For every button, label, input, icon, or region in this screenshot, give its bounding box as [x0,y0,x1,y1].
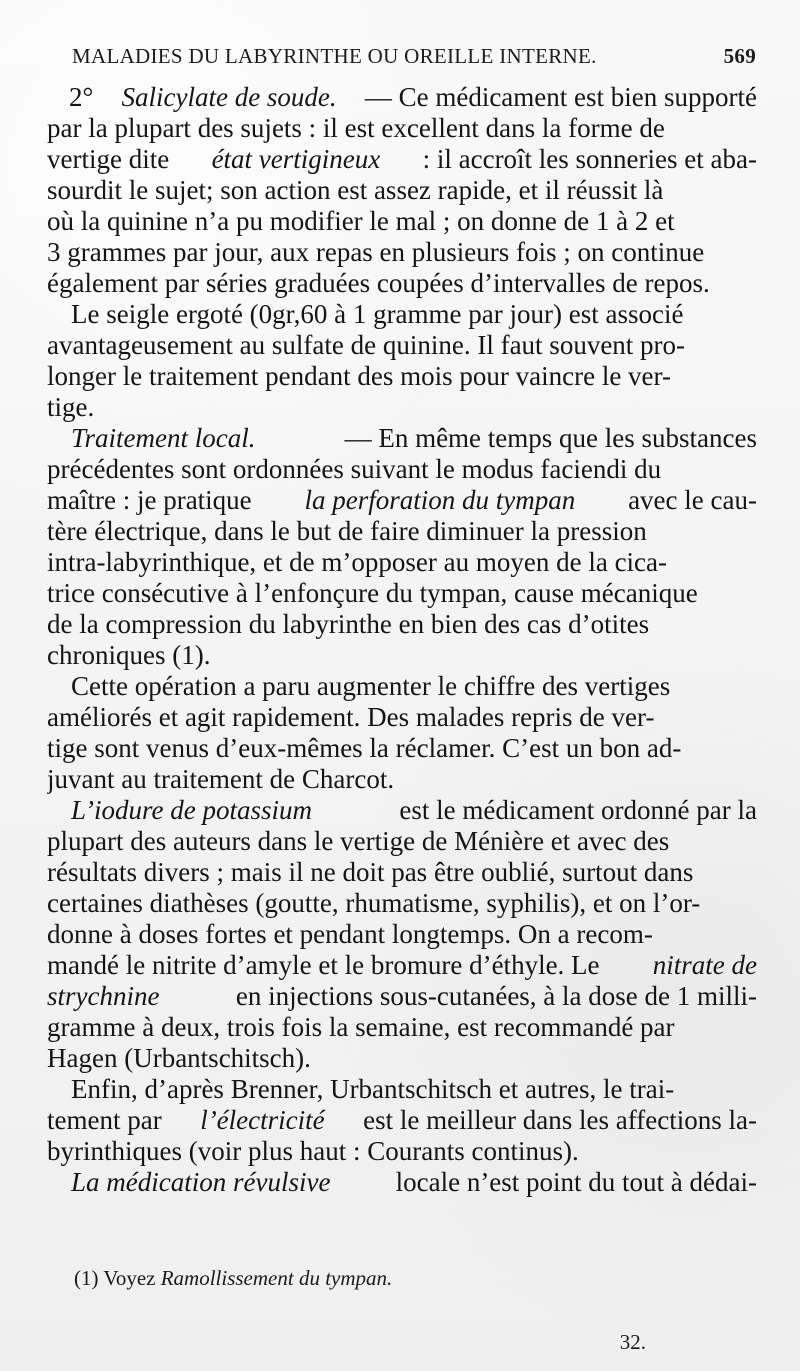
body-line-24 [47,795,757,826]
body-line-14-prefix: maître : je pratique [47,485,259,515]
body-line-18-text: de la compression du labyrinthe en bien des cas d’otites [47,609,650,639]
body-line-23-text: juvant au traitement de Charcot. [47,764,395,794]
body-line-18 [47,609,757,640]
body-line-2-text: par la plupart des sujets : il est excellent dans la forme de [47,113,665,143]
body-line-26-text: résultats divers ; mais il ne doit pas être oublié, surtout dans [47,857,694,887]
body-line-2 [47,113,757,144]
body-line-36 [47,1167,757,1198]
body-line-15 [47,516,757,547]
body-line-13-text: précédentes sont ordonnées suivant le modus faciendi du [47,454,662,484]
body-line-16 [47,547,757,578]
body-line-23 [47,764,757,795]
perforation-phrase: la perforation du tympan [304,485,576,515]
body-line-34-prefix: tement par [47,1105,169,1135]
body-line-17 [47,578,757,609]
body-line-15-text: tère électrique, dans le but de faire diminuer la pression [47,516,647,546]
body-line-21-text: améliorés et agit rapidement. Des malades repris de ver- [47,702,655,732]
body-line-32-text: Hagen (Urbantschitsch). [47,1043,311,1073]
body-line-19 [47,640,757,671]
body-line-22-text: tige sont venus d’eux-mêmes la réclamer. C’est un bon ad- [47,733,682,763]
body-line-14 [47,485,757,516]
body-line-27 [47,888,757,919]
body-line-1-rest: — Ce médicament est bien supporté [358,82,757,112]
body-line-6-text: 3 grammes par jour, aux repas en plusieurs fois ; on continue [47,237,705,267]
body-line-8-text: Le seigle ergoté (0gr,60 à 1 gramme par jour) est associé [71,299,684,329]
electricite-phrase: l’électricité [200,1105,325,1135]
strychnine-phrase: strychnine [47,981,160,1011]
body-line-8 [47,299,757,330]
body-line-29-prefix: mandé le nitrite d’amyle et le bromure d’éthyle. Le [47,950,607,980]
body-line-3-prefix: vertige dite [47,144,176,174]
body-line-29 [47,950,757,981]
body-line-28-text: donne à doses fortes et pendant longtemps. On a recom- [47,919,653,949]
body-line-10 [47,361,757,392]
medication-revulsive-phrase: La médication révulsive [71,1167,331,1197]
body-line-10-text: longer le traitement pendant des mois pour vaincre le ver- [47,361,671,391]
body-line-19-text: chroniques (1). [47,640,211,670]
body-line-34 [47,1105,757,1136]
body-line-21 [47,702,757,733]
body-line-33-text: Enfin, d’après Brenner, Urbantschitsch et autres, le trai- [71,1074,675,1104]
body-line-26 [47,857,757,888]
body-line-33 [47,1074,757,1105]
body-line-7 [47,268,757,299]
main-text [47,82,757,1198]
salicylate-phrase: Salicylate de soude. [121,82,337,112]
body-line-4 [47,175,757,206]
body-line-16-text: intra-labyrinthique, et de m’opposer au moyen de la cica- [47,547,668,577]
body-line-12-rest: — En même temps que les substances [337,423,757,453]
body-line-35 [47,1136,757,1167]
footnote [74,1264,474,1292]
body-line-1-prefix: 2° [69,82,101,112]
footnote-title: Ramollissement du tympan. [160,1266,393,1290]
body-line-9 [47,330,757,361]
body-line-28 [47,919,757,950]
body-line-7-text: également par séries graduées coupées d’intervalles de repos. [47,268,710,298]
body-line-9-text: avantageusement au sulfate de quinine. Il faut souvent pro- [47,330,686,360]
body-line-35-text: byrinthiques (voir plus haut : Courants continus). [47,1136,579,1166]
body-line-36-rest: locale n’est point du tout à dédai- [388,1167,757,1197]
body-line-20-text: Cette opération a paru augmenter le chiffre des vertiges [71,671,671,701]
body-line-3-rest: : il accroît les sonneries et aba- [415,144,757,174]
body-line-3 [47,144,757,175]
body-line-11-text: tige. [47,392,95,422]
body-line-4-text: sourdit le sujet; son action est assez rapide, et il réussit là [47,175,664,205]
footnote-prefix: (1) Voyez [74,1266,161,1290]
body-line-30 [47,981,757,1012]
body-line-20 [47,671,757,702]
body-line-22 [47,733,757,764]
body-line-6 [47,237,757,268]
iodure-phrase: L’iodure de potassium [71,795,312,825]
body-line-5 [47,206,757,237]
body-line-27-text: certaines diathèses (goutte, rhumatisme, syphilis), et on l’or- [47,888,701,918]
nitrate-phrase: nitrate de [652,950,757,980]
body-line-30-rest: en injections sous-cutanées, à la dose de 1 milli- [229,981,757,1011]
body-line-32 [47,1043,757,1074]
body-line-25 [47,826,757,857]
body-line-13 [47,454,757,485]
body-line-24-rest: est le médicament ordonné par la [392,795,757,825]
body-line-5-text: où la quinine n’a pu modifier le mal ; on donne de 1 à 2 et [47,206,675,236]
body-line-25-text: plupart des auteurs dans le vertige de Ménière et avec des [47,826,670,856]
etat-vertigineux-phrase: état vertigineux [211,144,381,174]
body-line-14-rest: avec le cau- [621,485,757,515]
running-head [72,40,756,72]
signature-mark: 32. [619,1330,646,1354]
chapter-title: MALADIES DU LABYRINTHE OU OREILLE INTERNE. [72,43,597,68]
page-number: 569 [723,43,756,68]
traitement-local-heading: Traitement local. [71,423,256,453]
body-line-31-text: gramme à deux, trois fois la semaine, est recommandé par [47,1012,675,1042]
body-line-34-rest: est le meilleur dans les affections la- [356,1105,757,1135]
body-line-1 [47,82,757,113]
body-line-31 [47,1012,757,1043]
body-line-17-text: trice consécutive à l’enfonçure du tympan, cause mécanique [47,578,698,608]
body-line-12 [47,423,757,454]
body-line-11 [47,392,757,423]
